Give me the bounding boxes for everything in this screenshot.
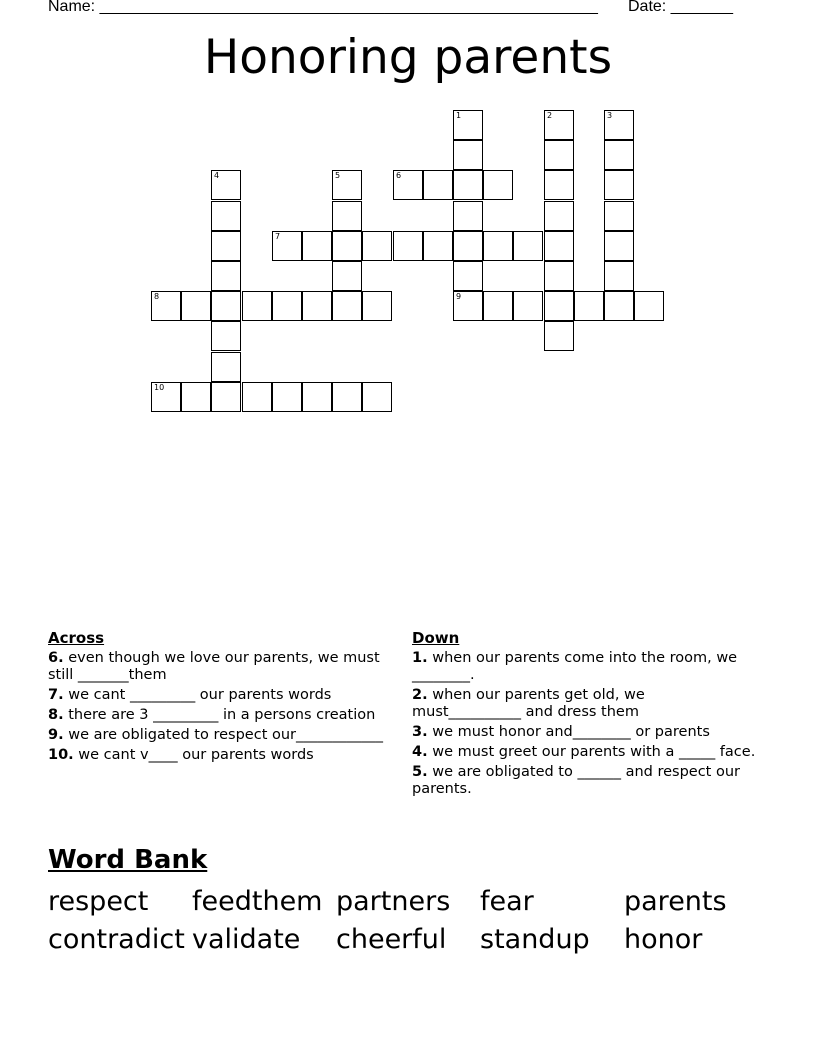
clue-text: even though we love our parents, we must still _______them xyxy=(48,650,380,683)
crossword-cell[interactable] xyxy=(544,110,574,140)
crossword-cell[interactable] xyxy=(453,170,483,200)
down-clue xyxy=(412,687,757,721)
word-bank-word: partners xyxy=(336,886,451,917)
crossword-cell[interactable] xyxy=(483,170,513,200)
crossword-cell[interactable] xyxy=(362,382,392,412)
date-field: Date: _______ xyxy=(628,0,733,15)
down-clue xyxy=(412,764,757,798)
crossword-cell[interactable] xyxy=(604,291,634,321)
crossword-cell[interactable] xyxy=(302,291,332,321)
word-bank-word: honor xyxy=(624,924,703,955)
down-clue xyxy=(412,724,757,741)
crossword-cell[interactable] xyxy=(332,170,362,200)
clue-number: 9 xyxy=(456,292,462,301)
word-bank xyxy=(48,883,768,959)
page-title: Honoring parents xyxy=(203,30,613,85)
clue-number: 8. xyxy=(48,707,64,723)
clue-number: 4. xyxy=(412,744,428,760)
clue-text: we cant v____ our parents words xyxy=(73,747,314,763)
clue-number: 6. xyxy=(48,650,64,666)
crossword-cell[interactable] xyxy=(362,231,392,261)
crossword-cell[interactable] xyxy=(604,201,634,231)
word-bank-word: validate xyxy=(192,924,301,955)
crossword-cell[interactable] xyxy=(181,382,211,412)
crossword-cell[interactable] xyxy=(332,231,362,261)
crossword-cell[interactable] xyxy=(453,231,483,261)
crossword-cell[interactable] xyxy=(513,231,543,261)
across-clue xyxy=(48,727,393,744)
crossword-cell[interactable] xyxy=(544,321,574,351)
crossword-cell[interactable] xyxy=(332,261,362,291)
clue-text: there are 3 _________ in a persons creation xyxy=(63,707,376,723)
word-bank-word: contradict xyxy=(48,924,185,955)
crossword-cell[interactable] xyxy=(634,291,664,321)
crossword-cell[interactable] xyxy=(272,291,302,321)
clue-number: 4 xyxy=(214,171,220,180)
crossword-cell[interactable] xyxy=(544,201,574,231)
clue-text: when our parents get old, we must__________ and dress them xyxy=(412,687,645,720)
across-clues xyxy=(48,630,393,767)
clue-text: we are obligated to ______ and respect our parents. xyxy=(412,764,741,797)
clue-number: 7. xyxy=(48,687,64,703)
crossword-cell[interactable] xyxy=(181,291,211,321)
crossword-cell[interactable] xyxy=(302,382,332,412)
crossword-cell[interactable] xyxy=(211,170,241,200)
across-clue xyxy=(48,707,393,724)
crossword-cell[interactable] xyxy=(151,382,181,412)
crossword-cell[interactable] xyxy=(211,321,241,351)
crossword-cell[interactable] xyxy=(211,261,241,291)
clue-number: 3 xyxy=(607,111,613,120)
across-heading: Across xyxy=(48,629,105,647)
crossword-cell[interactable] xyxy=(332,382,362,412)
across-clue xyxy=(48,747,393,764)
clue-number: 5. xyxy=(412,764,428,780)
word-bank-word: fear xyxy=(480,886,534,917)
name-field: Name: ________________________________________________________ xyxy=(48,0,598,15)
crossword-cell[interactable] xyxy=(604,231,634,261)
crossword-cell[interactable] xyxy=(483,231,513,261)
clue-text: we are obligated to respect our____________ xyxy=(63,727,384,743)
across-clue xyxy=(48,650,393,684)
down-clue xyxy=(412,650,757,684)
clue-number: 5 xyxy=(335,171,341,180)
crossword-cell[interactable] xyxy=(272,382,302,412)
crossword-cell[interactable] xyxy=(423,231,453,261)
crossword-cell[interactable] xyxy=(332,201,362,231)
clue-number: 1 xyxy=(456,111,462,120)
word-bank-word: feedthem xyxy=(192,886,323,917)
crossword-grid xyxy=(0,0,816,460)
word-bank-word: parents xyxy=(624,886,727,917)
clue-number: 2 xyxy=(547,111,553,120)
crossword-cell[interactable] xyxy=(211,352,241,382)
clue-number: 8 xyxy=(154,292,160,301)
clue-number: 1. xyxy=(412,650,428,666)
clue-text: we must honor and________ or parents xyxy=(427,724,710,740)
crossword-cell[interactable] xyxy=(513,291,543,321)
crossword-cell[interactable] xyxy=(393,170,423,200)
clue-number: 6 xyxy=(396,171,402,180)
crossword-cell[interactable] xyxy=(453,110,483,140)
crossword-cell[interactable] xyxy=(423,170,453,200)
across-clue xyxy=(48,687,393,704)
crossword-cell[interactable] xyxy=(211,201,241,231)
crossword-cell[interactable] xyxy=(242,382,272,412)
crossword-cell[interactable] xyxy=(544,140,574,170)
crossword-cell[interactable] xyxy=(604,261,634,291)
across-clue-list xyxy=(48,650,393,764)
clue-number: 7 xyxy=(275,232,281,241)
word-bank-word: standup xyxy=(480,924,590,955)
word-bank-title: Word Bank xyxy=(48,845,208,875)
crossword-cell[interactable] xyxy=(151,291,181,321)
crossword-cell[interactable] xyxy=(393,231,423,261)
crossword-cell[interactable] xyxy=(604,170,634,200)
crossword-cell[interactable] xyxy=(574,291,604,321)
crossword-cell[interactable] xyxy=(211,231,241,261)
down-clue xyxy=(412,744,757,761)
clue-number: 2. xyxy=(412,687,428,703)
clue-number: 3. xyxy=(412,724,428,740)
crossword-cell[interactable] xyxy=(544,291,574,321)
word-bank-word: cheerful xyxy=(336,924,447,955)
down-clue-list xyxy=(412,650,757,798)
clue-number: 10 xyxy=(154,383,165,392)
clue-number: 10. xyxy=(48,747,74,763)
crossword-cell[interactable] xyxy=(302,231,332,261)
crossword-cell[interactable] xyxy=(211,291,241,321)
down-clues xyxy=(412,630,757,801)
clue-text: we must greet our parents with a _____ face. xyxy=(427,744,756,760)
crossword-cell[interactable] xyxy=(272,231,302,261)
crossword-cell[interactable] xyxy=(362,291,392,321)
crossword-cell[interactable] xyxy=(211,382,241,412)
crossword-cell[interactable] xyxy=(544,261,574,291)
word-bank-word: respect xyxy=(48,886,149,917)
down-heading: Down xyxy=(412,629,460,647)
clue-number: 9. xyxy=(48,727,64,743)
crossword-cell[interactable] xyxy=(453,201,483,231)
crossword-cell[interactable] xyxy=(453,261,483,291)
crossword-cell[interactable] xyxy=(242,291,272,321)
crossword-cell[interactable] xyxy=(332,291,362,321)
crossword-cell[interactable] xyxy=(604,110,634,140)
crossword-cell[interactable] xyxy=(453,140,483,170)
crossword-cell[interactable] xyxy=(544,170,574,200)
clue-text: when our parents come into the room, we ________. xyxy=(412,650,738,683)
clue-text: we cant _________ our parents words xyxy=(63,687,332,703)
crossword-cell[interactable] xyxy=(483,291,513,321)
crossword-cell[interactable] xyxy=(453,291,483,321)
crossword-cell[interactable] xyxy=(604,140,634,170)
crossword-cell[interactable] xyxy=(544,231,574,261)
